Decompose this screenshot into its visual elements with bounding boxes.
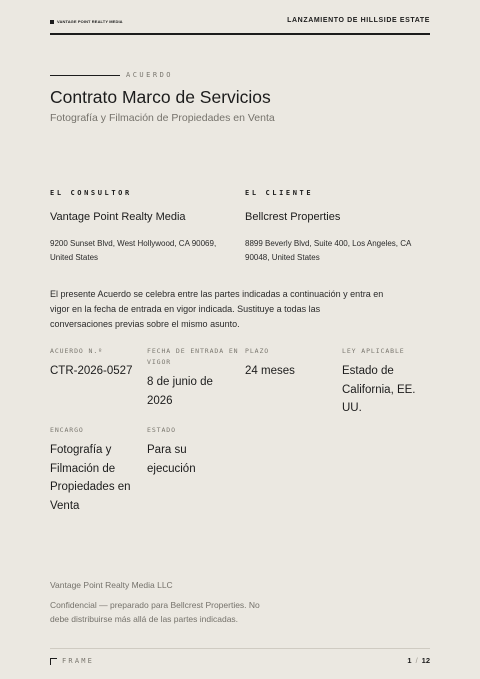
meta-agreement-no	[50, 346, 142, 381]
meta-value: CTR-2026-0527	[50, 365, 133, 377]
meta-value: 24 meses	[245, 365, 295, 377]
consultant-address: 9200 Sunset Blvd, West Hollywood, CA 90069, United States	[50, 239, 217, 262]
meta-value: Fotografía y Filmación de Propiedades en Venta	[50, 444, 131, 512]
document-title: Contrato Marco de Servicios	[50, 87, 271, 107]
document-eyebrow	[50, 71, 173, 79]
brand-square-icon	[50, 20, 54, 24]
consultant-name: Vantage Point Realty Media	[50, 211, 186, 223]
document-subtitle: Fotografía y Filmación de Propiedades en Venta	[50, 112, 275, 124]
frame-label: FRAME	[62, 657, 95, 665]
page-current: 1	[407, 656, 412, 665]
brand	[50, 19, 123, 24]
intro-paragraph: El presente Acuerdo se celebra entre las partes indicadas a continuación y entra en vigor en la fecha de entrada en vigor indicada. Sustituye a todas las conversaciones previas sobre el mismo asunto.	[50, 289, 384, 329]
meta-label: ENCARGO	[50, 426, 84, 434]
brand-name: VANTAGE POINT REALTY MEDIA	[57, 19, 123, 24]
meta-label: LEY APLICABLE	[342, 347, 405, 355]
page-header	[50, 16, 430, 35]
meta-label: ACUERDO N.º	[50, 347, 103, 355]
eyebrow-rule	[50, 75, 120, 76]
page-number	[407, 656, 430, 665]
meta-value: 8 de junio de 2026	[147, 376, 213, 407]
eyebrow-text: ACUERDO	[126, 71, 174, 79]
meta-label: FECHA DE ENTRADA EN VIGOR	[147, 347, 239, 366]
page-total: 12	[421, 656, 430, 665]
client-address: 8899 Beverly Blvd, Suite 400, Los Angeles, CA 90048, United States	[245, 239, 411, 262]
confidentiality-note: Confidencial — preparado para Bellcrest Properties. No debe distribuirse más allá de las partes indicadas.	[50, 600, 260, 624]
meta-label: ESTADO	[147, 426, 176, 434]
consultant-block	[50, 189, 235, 265]
meta-value: Estado de California, EE. UU.	[342, 365, 416, 414]
meta-governing-law	[342, 346, 430, 418]
consultant-label: EL CONSULTOR	[50, 189, 132, 197]
page-separator: /	[415, 656, 418, 665]
meta-value: Para su ejecución	[147, 444, 196, 475]
page-footer	[50, 648, 430, 668]
frame-corner-icon	[50, 658, 57, 665]
meta-effective-date	[147, 346, 239, 410]
meta-term	[245, 346, 337, 381]
meta-status	[147, 425, 227, 478]
client-label: EL CLIENTE	[245, 189, 314, 197]
project-name: LANZAMIENTO DE HILLSIDE ESTATE	[287, 17, 430, 24]
client-name: Bellcrest Properties	[245, 211, 341, 223]
legal-entity-name: Vantage Point Realty Media LLC	[50, 580, 173, 590]
meta-engagement	[50, 425, 140, 515]
meta-label: PLAZO	[245, 347, 270, 355]
client-block	[245, 189, 430, 265]
